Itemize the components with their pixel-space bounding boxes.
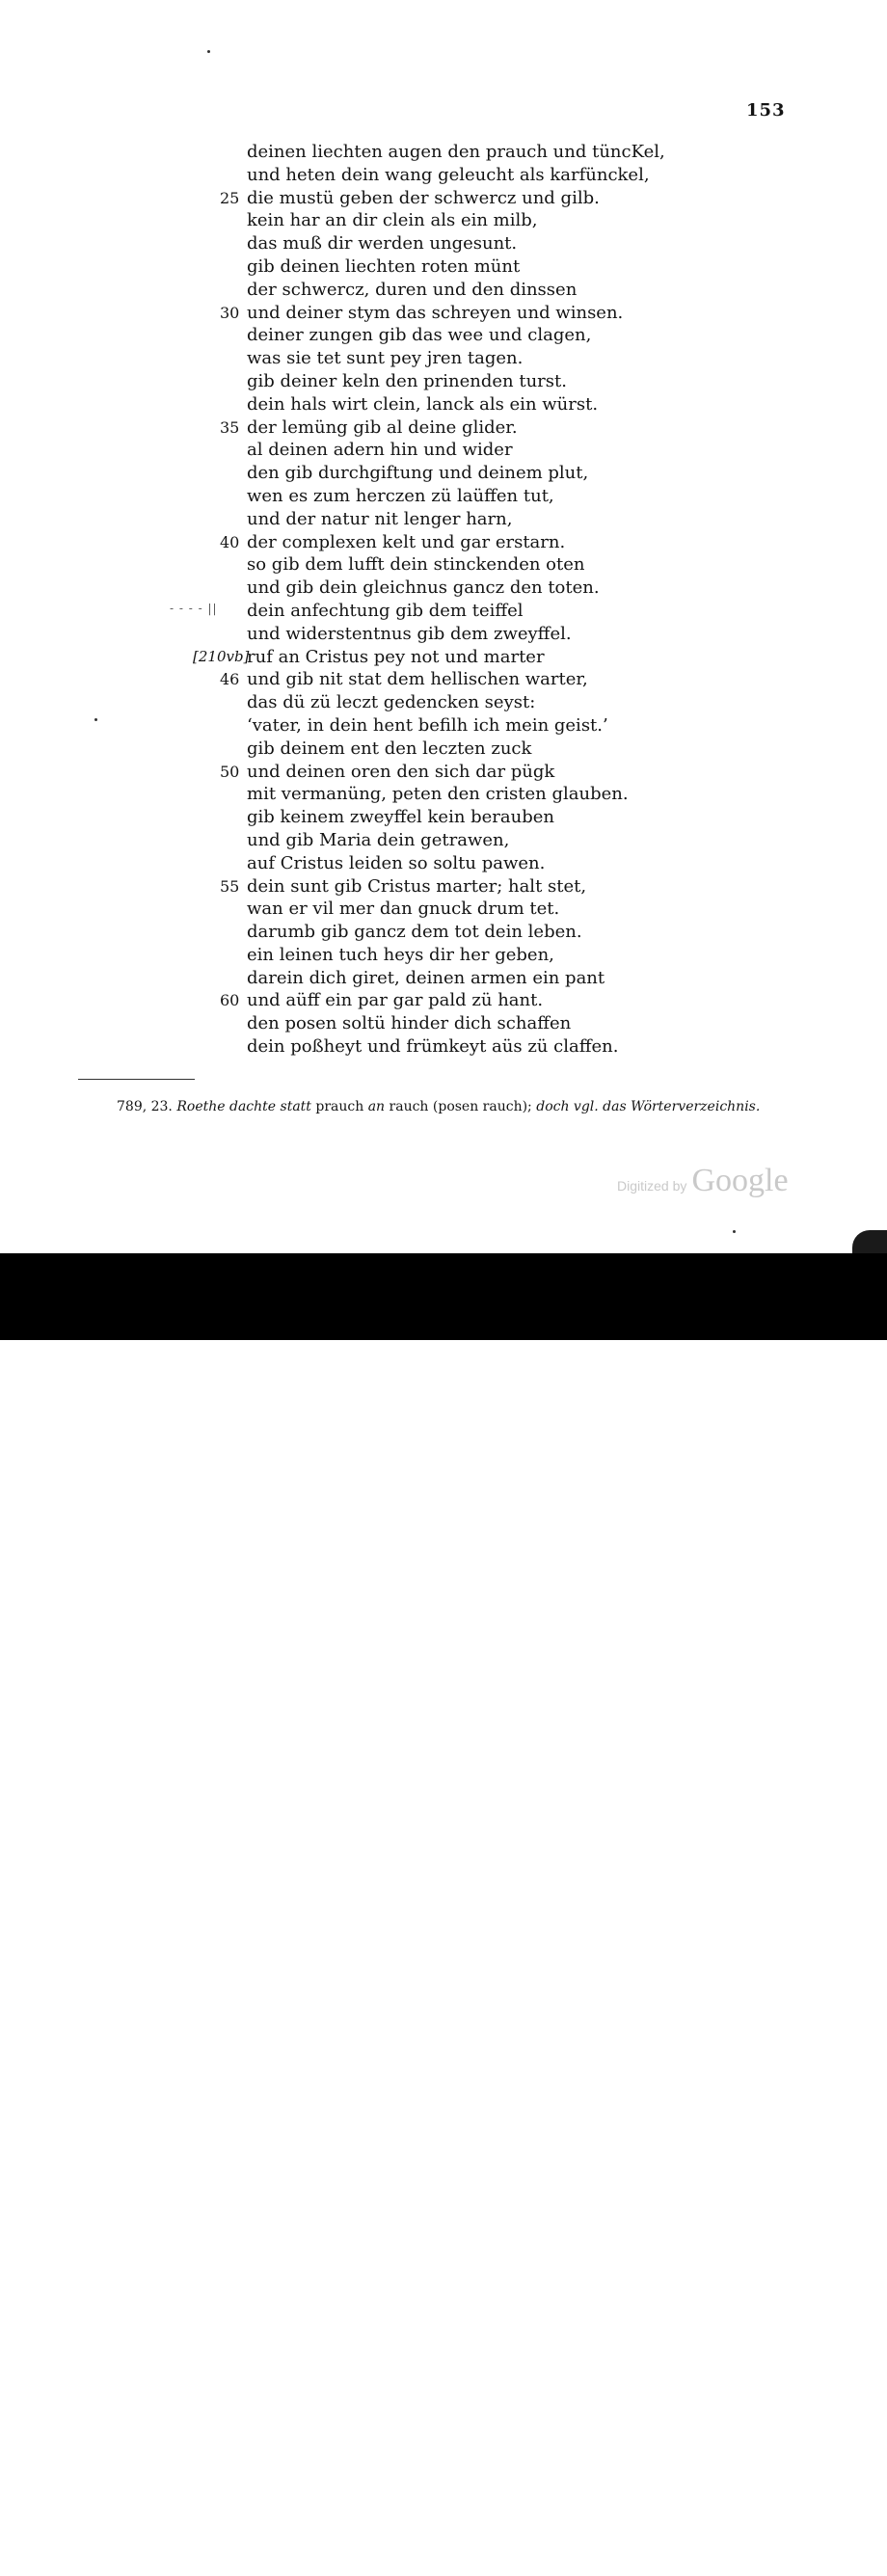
verse-line	[0, 783, 887, 806]
verse-text: wan er vil mer dan gnuck drum tet.	[247, 899, 560, 920]
verse-line	[0, 324, 887, 347]
verse-text: den gib durchgiftung und deinem plut,	[247, 463, 589, 484]
verse-line	[0, 141, 887, 164]
footnote-word-2: rauch (posen rauch);	[389, 1099, 532, 1114]
digitized-watermark	[617, 1163, 789, 1199]
line-number: 30	[220, 303, 240, 322]
verse-text: ruf an Cristus pey not und marter	[247, 646, 545, 667]
verse-text: den posen soltü hinder dich schaffen	[247, 1013, 572, 1034]
verse-text: und deiner stym das schreyen und winsen.	[247, 302, 624, 323]
verse-text: gib deiner keln den prinenden turst.	[247, 370, 567, 391]
verse-line	[0, 921, 887, 944]
verse-text: gib keinem zweyffel kein berauben	[247, 807, 555, 828]
verse-line	[0, 875, 887, 899]
stock-footer-bar	[0, 1253, 887, 2576]
line-number: 25	[220, 188, 240, 207]
verse-text: und gib nit stat dem hellischen warter,	[247, 669, 588, 690]
verse-text: deinen liechten augen den prauch und tüncKel,	[247, 142, 665, 162]
verse-text: der complexen kelt und gar erstarn.	[247, 531, 566, 552]
verse-text: und gib dein gleichnus gancz den toten.	[247, 577, 600, 599]
verse-line	[0, 347, 887, 370]
verse-line	[0, 302, 887, 325]
verse-text: ein leinen tuch heys dir her geben,	[247, 944, 554, 965]
verse-text: gib deinen liechten roten münt	[247, 255, 521, 277]
line-number: 50	[220, 762, 240, 781]
verse-text: dein hals wirt clein, lanck als ein würst.	[247, 393, 599, 415]
verse-line	[0, 944, 887, 967]
verse-line	[0, 232, 887, 255]
corner-thumb-mark	[852, 1230, 887, 1253]
verse-line	[0, 531, 887, 554]
verse-line	[0, 852, 887, 875]
verse-text: dein poßheyt und frümkeyt aüs zü claffen.	[247, 1036, 619, 1058]
line-number: 35	[220, 417, 240, 437]
verse-text: und der natur nit lenger harn,	[247, 508, 513, 529]
line-number: 46	[220, 670, 240, 689]
speck-dot	[94, 718, 97, 721]
speck-dot	[733, 1230, 736, 1233]
site-url: www.alamy.com	[744, 2555, 848, 2571]
footnote-ref: 789, 23.	[117, 1099, 173, 1114]
verse-line	[0, 439, 887, 462]
verse-line	[0, 462, 887, 485]
verse-line	[0, 370, 887, 393]
verse-text: deiner zungen gib das wee und clagen,	[247, 325, 592, 346]
verse-text: und gib Maria dein getrawen,	[247, 829, 510, 850]
image-id: P8XANG	[790, 2524, 848, 2540]
verse-text: dein anfechtung gib dem teiffel	[247, 600, 524, 621]
verse-text: darein dich giret, deinen armen ein pant	[247, 967, 605, 988]
page-number: 153	[746, 100, 786, 121]
verse-line	[0, 646, 887, 669]
verse-text: das dü zü leczt gedencken seyst:	[247, 692, 536, 713]
verse-text: das muß dir werden ungesunt.	[247, 233, 518, 255]
verse-line	[0, 898, 887, 921]
verse-text: darumb gib gancz dem tot dein leben.	[247, 922, 582, 943]
footnote-rule	[78, 1079, 195, 1080]
verse-text: dein sunt gib Cristus marter; halt stet,	[247, 875, 587, 897]
alamy-logo: alamy	[19, 2522, 147, 2576]
verse-text: und heten dein wang geleucht als karfünckel,	[247, 164, 650, 185]
verse-line	[0, 989, 887, 1012]
verse-line	[0, 761, 887, 784]
line-number: 60	[220, 991, 240, 1010]
verse-text: und widerstentnus gib dem zweyffel.	[247, 623, 572, 644]
side-note: [210vb]	[193, 647, 250, 665]
verse-line	[0, 577, 887, 600]
verse-line	[0, 416, 887, 440]
footnote	[117, 1099, 760, 1114]
verse-line	[0, 187, 887, 210]
verse-text: der schwercz, duren und den dinssen	[247, 279, 578, 300]
watermark-brand: Google	[691, 1163, 789, 1198]
verse-line	[0, 714, 887, 738]
verse-line	[0, 668, 887, 691]
verse-line	[0, 738, 887, 761]
verse-text: mit vermanüng, peten den cristen glauben.	[247, 784, 629, 805]
verse-line	[0, 209, 887, 232]
verse-line	[0, 508, 887, 531]
footnote-italic-3: doch vgl. das Wörterverzeichnis.	[536, 1099, 761, 1114]
verse-line	[0, 1035, 887, 1059]
verse-text: und deinen oren den sich dar pügk	[247, 761, 555, 782]
footnote-italic-2: an	[367, 1099, 386, 1114]
verse-text: auf Cristus leiden so soltu pawen.	[247, 852, 546, 873]
line-number: 55	[220, 876, 240, 896]
verse-text: die mustü geben der schwercz und gilb.	[247, 187, 600, 208]
scanned-page	[0, 0, 887, 1253]
verse-line	[0, 806, 887, 829]
verse-line	[0, 164, 887, 187]
verse-line	[0, 255, 887, 279]
verse-line	[0, 393, 887, 416]
verse-text: kein har an dir clein als ein milb,	[247, 210, 538, 231]
line-number: 40	[220, 532, 240, 551]
verse-text: wen es zum herczen zü laüffen tut,	[247, 485, 554, 506]
verse-text: der lemüng gib al deine glider.	[247, 416, 518, 438]
verse-text: so gib dem lufft dein stinckenden oten	[247, 554, 585, 576]
watermark-prefix: Digitized by	[617, 1178, 687, 1194]
verse-line	[0, 1012, 887, 1035]
verse-block	[0, 141, 887, 1059]
verse-line	[0, 485, 887, 508]
verse-text: al deinen adern hin und wider	[247, 440, 513, 461]
footnote-italic-1: Roethe dachte statt	[176, 1099, 311, 1114]
verse-line	[0, 600, 887, 623]
verse-line	[0, 623, 887, 646]
verse-line	[0, 967, 887, 990]
verse-text: und aüff ein par gar pald zü hant.	[247, 990, 544, 1011]
verse-text: was sie tet sunt pey jren tagen.	[247, 348, 524, 369]
verse-line	[0, 279, 887, 302]
footnote-word-1: prauch	[315, 1099, 364, 1114]
verse-text: gib deinem ent den leczten zuck	[247, 738, 532, 759]
verse-line	[0, 691, 887, 714]
verse-line	[0, 553, 887, 577]
verse-line	[0, 829, 887, 852]
margin-dash-mark: - - - - ||	[170, 602, 218, 615]
speck-dot	[207, 50, 210, 53]
verse-text: ‘vater, in dein hent befilh ich mein geist.’	[247, 714, 608, 736]
